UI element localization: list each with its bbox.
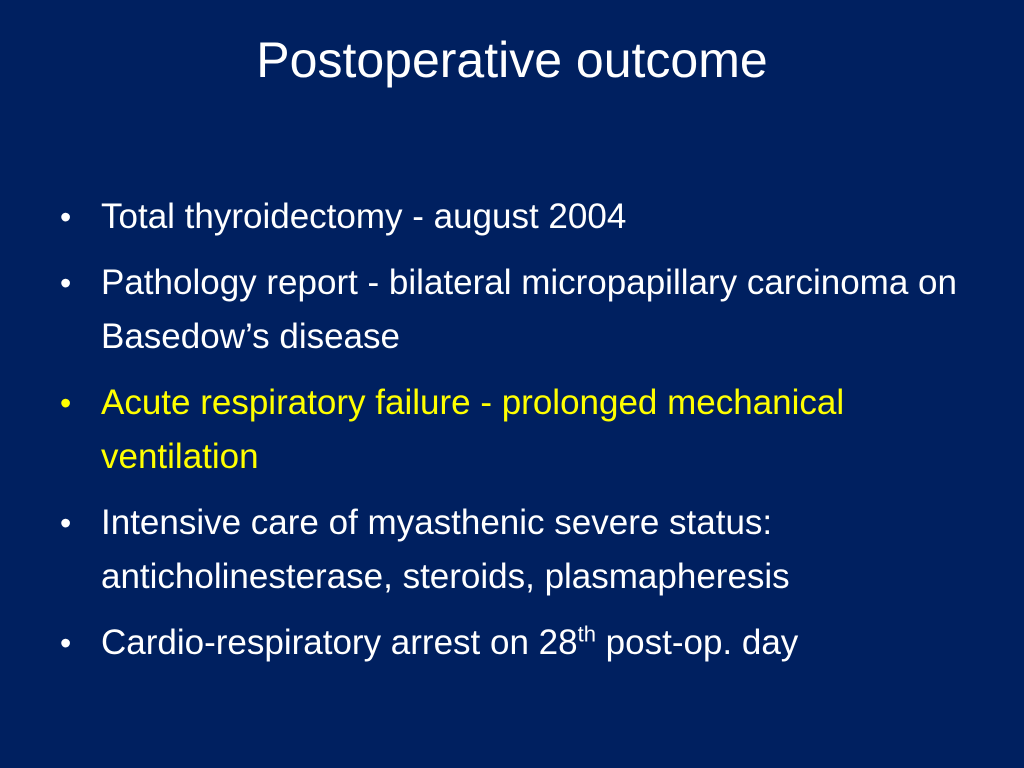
bullet-icon: • — [60, 265, 72, 301]
bullet-item-cardio-arrest — [60, 616, 960, 670]
bullet-item-thyroidectomy — [60, 190, 960, 244]
bullet-icon: • — [60, 385, 72, 421]
bullet-text: Acute respiratory failure - prolonged mechanical ventilation — [101, 383, 845, 476]
slide-title: Postoperative outcome — [256, 32, 768, 88]
bullet-text: Intensive care of myasthenic severe status: anticholinesterase, steroids, plasmapheresis — [101, 503, 790, 596]
bullet-text: Total thyroidectomy - august 2004 — [101, 197, 627, 236]
bullet-item-intensive-care — [60, 496, 960, 604]
bullet-superscript: th — [577, 621, 596, 647]
bullet-icon: • — [60, 625, 72, 661]
bullet-text-after: post-op. day — [595, 623, 799, 662]
bullet-item-respiratory-failure — [60, 376, 960, 484]
bullet-icon: • — [60, 505, 72, 541]
bullet-list — [60, 190, 960, 682]
bullet-text: Pathology report - bilateral micropapillary carcinoma on Basedow’s disease — [101, 263, 957, 356]
bullet-text — [101, 623, 798, 662]
bullet-item-pathology — [60, 256, 960, 364]
bullet-icon: • — [60, 199, 72, 235]
bullet-text-before: Cardio-respiratory arrest on 28 — [101, 623, 578, 662]
